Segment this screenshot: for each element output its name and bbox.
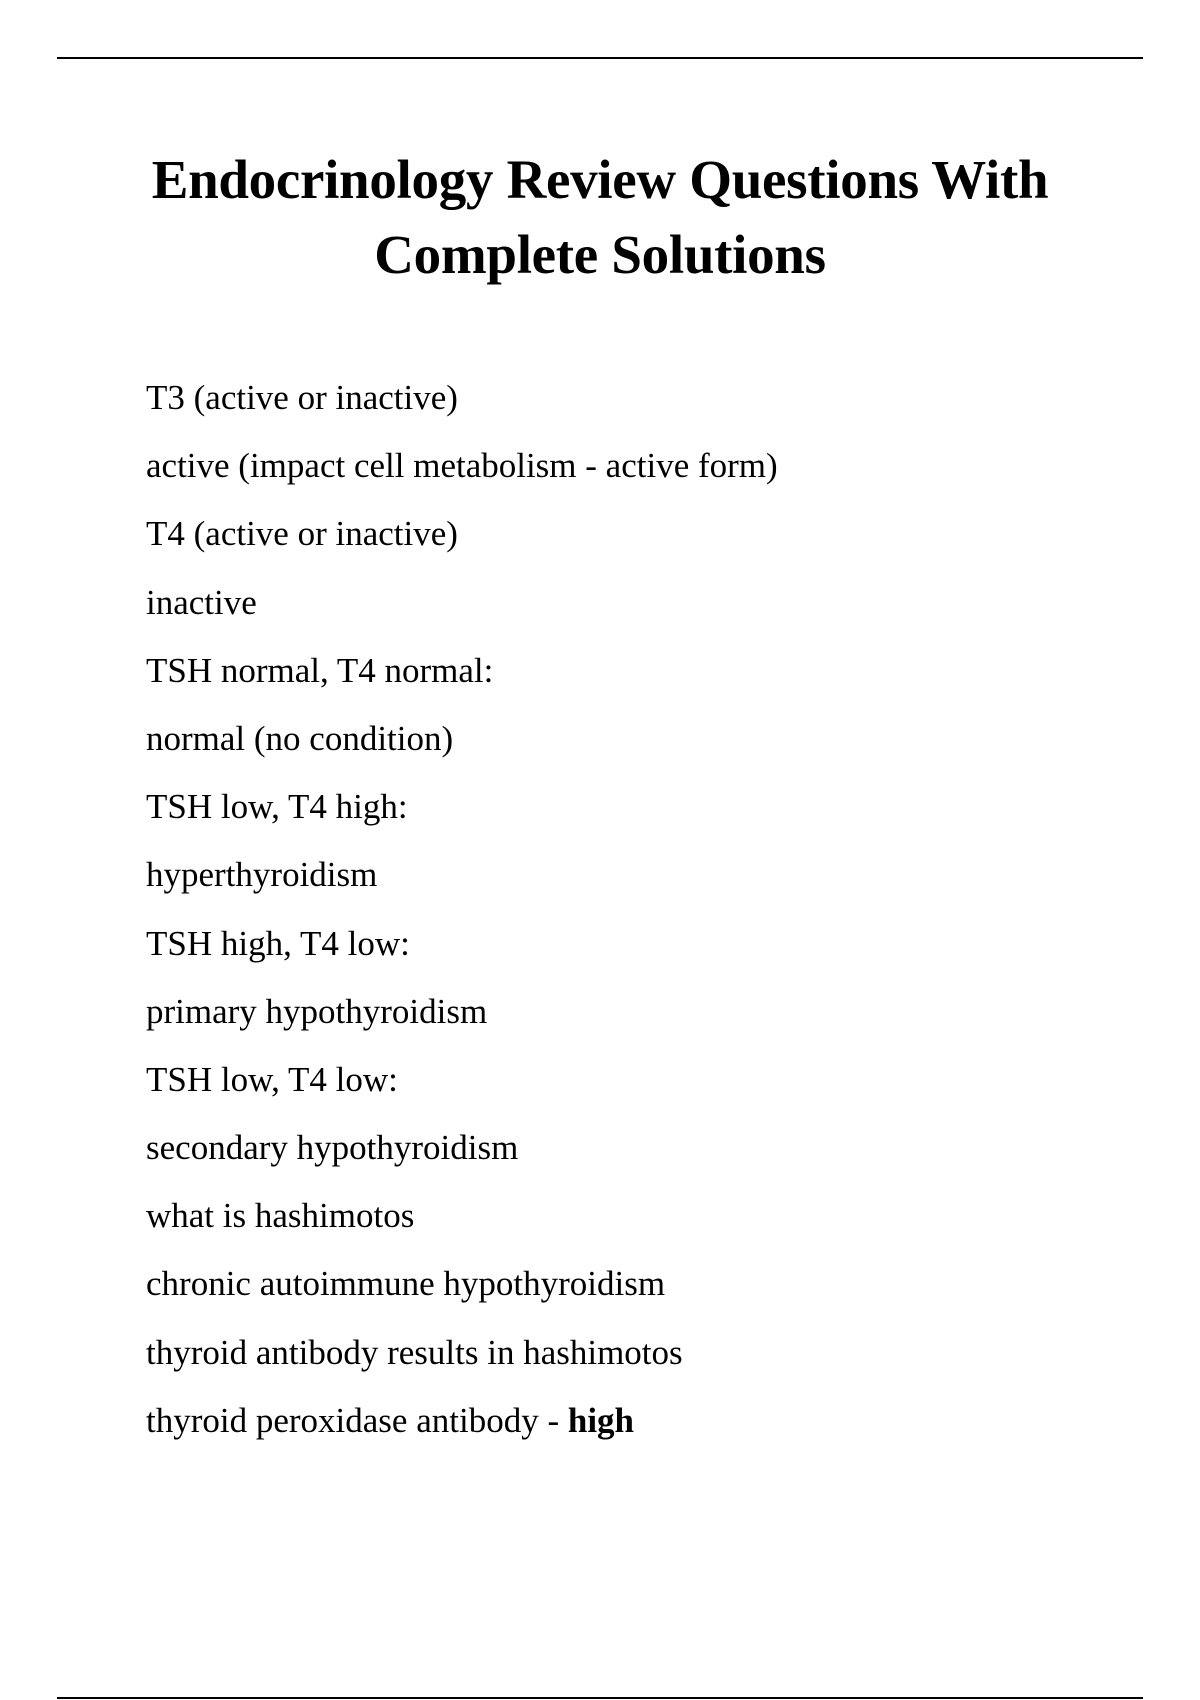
title-line-1: Endocrinology Review Questions With [151,149,1049,210]
question-line: TSH high, T4 low: [146,923,410,963]
question-line: T4 (active or inactive) [146,514,458,554]
title-line-2: Complete Solutions [374,224,826,285]
question-line: TSH low, T4 low: [146,1059,398,1099]
document-title [100,142,1100,292]
question-line: thyroid antibody results in hashimotos [146,1332,683,1372]
answer-line: primary hypothyroidism [146,991,488,1031]
answer-line: hyperthyroidism [146,855,378,895]
answer-line: secondary hypothyroidism [146,1128,519,1168]
question-line: TSH low, T4 high: [146,787,408,827]
answer-line: chronic autoimmune hypothyroidism [146,1264,666,1304]
question-line: TSH normal, T4 normal: [146,650,494,690]
qa-list [146,380,1126,1471]
bottom-divider [57,1697,1143,1699]
question-line: T3 (active or inactive) [146,378,458,417]
answer-line-with-emphasis [146,1400,1126,1471]
answer-line: active (impact cell metabolism - active form) [146,446,778,486]
answer-text: thyroid peroxidase antibody - [146,1400,568,1440]
answer-line: inactive [146,582,257,622]
answer-line: normal (no condition) [146,718,454,758]
answer-emphasis: high [567,1400,635,1440]
question-line: what is hashimotos [146,1196,415,1236]
top-divider [57,57,1143,59]
